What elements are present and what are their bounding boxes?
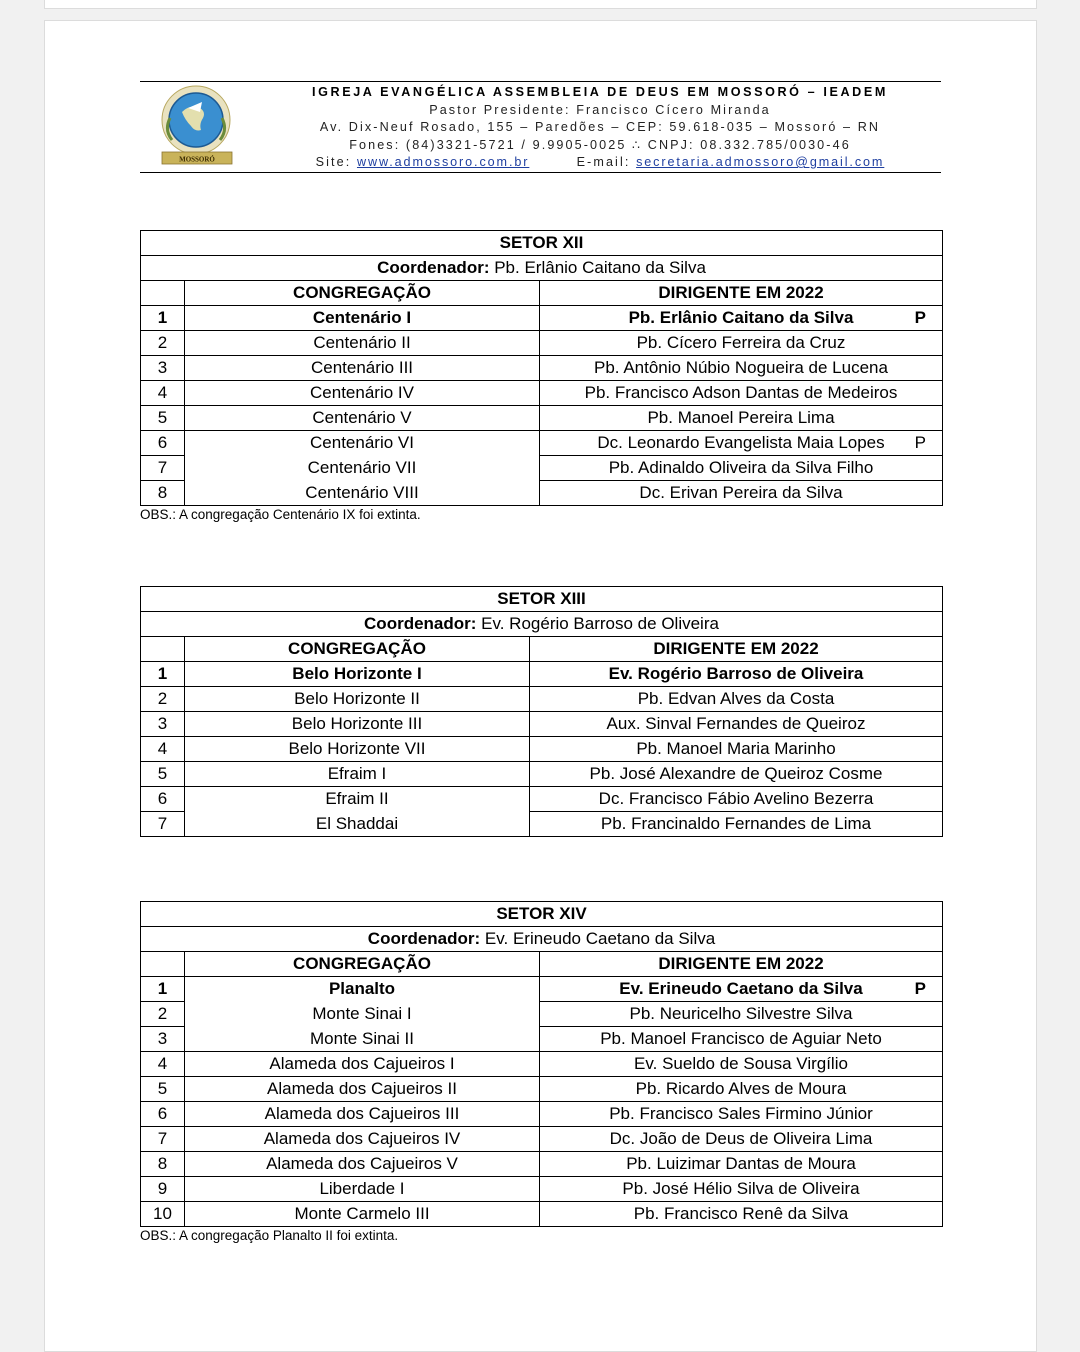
director-name: Ev. Rogério Barroso de Oliveira (608, 664, 864, 683)
header-congregation: CONGREGAÇÃO (185, 637, 530, 662)
congregation-cell: Centenário II (185, 331, 540, 356)
director-cell (530, 687, 943, 712)
table-row (141, 456, 943, 481)
row-number: 5 (141, 762, 185, 787)
document-page (44, 20, 1037, 1352)
director-cell (540, 381, 943, 406)
row-number: 7 (141, 812, 185, 837)
congregation-cell: Monte Sinai II (185, 1027, 540, 1052)
director-cell (530, 787, 943, 812)
sector-title: SETOR XIII (141, 587, 943, 612)
director-cell (530, 662, 943, 687)
director-cell (540, 406, 943, 431)
address-line: Av. Dix-Neuf Rosado, 155 – Paredões – CEP: 59.618-035 – Mossoró – RN (319, 120, 881, 134)
coordinator-label: Coordenador: (364, 614, 477, 633)
congregation-cell: Centenário VIII (185, 481, 540, 506)
row-number: 2 (141, 687, 185, 712)
director-cell (540, 431, 943, 456)
congregation-cell: Centenário VI (185, 431, 540, 456)
director-name: Pb. Neuricelho Silvestre Silva (629, 1004, 853, 1023)
table-row (141, 1077, 943, 1102)
director-name: Pb. Francisco Sales Firmino Júnior (609, 1104, 873, 1123)
email-link[interactable]: secretaria.admossoro@gmail.com (636, 155, 885, 169)
sector-title: SETOR XII (141, 231, 943, 256)
row-number: 10 (141, 1202, 185, 1227)
congregation-cell: Alameda dos Cajueiros IV (185, 1127, 540, 1152)
director-cell (540, 1002, 943, 1027)
director-name: Pb. Antônio Núbio Nogueira de Lucena (594, 358, 888, 377)
table-row (141, 712, 943, 737)
president-line: Pastor Presidente: Francisco Cícero Miranda (429, 102, 771, 117)
director-name: Pb. Francisco Renê da Silva (633, 1204, 849, 1223)
coordinator-label: Coordenador: (377, 258, 490, 277)
sector-table (140, 901, 943, 1227)
director-cell (540, 456, 943, 481)
site-link[interactable]: www.admossoro.com.br (356, 155, 530, 169)
table-row (141, 331, 943, 356)
previous-page-edge (44, 0, 1037, 9)
congregation-cell: Monte Sinai I (185, 1002, 540, 1027)
table-row (141, 1202, 943, 1227)
header-director: DIRIGENTE EM 2022 (540, 281, 943, 306)
congregation-cell: Liberdade I (185, 1177, 540, 1202)
director-cell (540, 1202, 943, 1227)
row-number: 6 (141, 431, 185, 456)
director-name: Pb. Adinaldo Oliveira da Silva Filho (608, 458, 874, 477)
director-name: Pb. Luizimar Dantas de Moura (626, 1154, 856, 1173)
row-number: 8 (141, 481, 185, 506)
church-logo-icon (148, 84, 248, 168)
table-row (141, 1152, 943, 1177)
director-cell (540, 306, 943, 331)
director-cell (540, 1077, 943, 1102)
congregation-cell: Centenário VII (185, 456, 540, 481)
director-name: Pb. Erlânio Caitano da Silva (628, 308, 854, 327)
letterhead (140, 81, 941, 173)
director-name: Pb. Francinaldo Fernandes de Lima (600, 814, 872, 833)
director-name: Dc. João de Deus de Oliveira Lima (609, 1129, 873, 1148)
congregation-cell: Efraim II (185, 787, 530, 812)
sector-coordinator (141, 612, 943, 637)
table-row (141, 481, 943, 506)
row-number: 3 (141, 1027, 185, 1052)
header-director: DIRIGENTE EM 2022 (540, 952, 943, 977)
phones-line: Fones: (84)3321-5721 / 9.9905-0025 ∴ CNPJ: 08.332.785/0030-46 (349, 137, 851, 152)
director-cell (540, 1177, 943, 1202)
table-row (141, 1052, 943, 1077)
director-name: Pb. Francisco Adson Dantas de Medeiros (584, 383, 898, 402)
director-name: Pb. Manoel Pereira Lima (647, 408, 835, 427)
row-number: 4 (141, 381, 185, 406)
table-row (141, 977, 943, 1002)
header-congregation: CONGREGAÇÃO (185, 281, 540, 306)
row-number: 7 (141, 1127, 185, 1152)
row-number: 9 (141, 1177, 185, 1202)
table-row (141, 356, 943, 381)
director-name: Pb. Cícero Ferreira da Cruz (636, 333, 846, 352)
table-row (141, 737, 943, 762)
header-number-cell (141, 637, 185, 662)
congregation-cell: Centenário V (185, 406, 540, 431)
row-number: 7 (141, 456, 185, 481)
director-cell (540, 356, 943, 381)
email-label: E-mail: (576, 155, 631, 169)
director-cell (530, 812, 943, 837)
congregation-cell: Efraim I (185, 762, 530, 787)
director-cell (540, 1127, 943, 1152)
row-number: 1 (141, 662, 185, 687)
coordinator-name: Ev. Erineudo Caetano da Silva (484, 929, 716, 948)
director-cell (540, 331, 943, 356)
header-director: DIRIGENTE EM 2022 (530, 637, 943, 662)
director-cell (540, 1152, 943, 1177)
table-row (141, 306, 943, 331)
sector-title: SETOR XIV (141, 902, 943, 927)
header-number-cell (141, 952, 185, 977)
director-cell (540, 1052, 943, 1077)
congregation-cell: Alameda dos Cajueiros III (185, 1102, 540, 1127)
sector-coordinator (141, 927, 943, 952)
table-row (141, 1102, 943, 1127)
director-cell (540, 1027, 943, 1052)
row-number: 1 (141, 306, 185, 331)
director-name: Pb. José Alexandre de Queiroz Cosme (589, 764, 883, 783)
site-label: Site: (315, 155, 352, 169)
director-name: Dc. Francisco Fábio Avelino Bezerra (598, 789, 874, 808)
sector-table (140, 586, 943, 837)
table-row (141, 687, 943, 712)
table-row (141, 812, 943, 837)
table-row (141, 1002, 943, 1027)
director-cell (540, 481, 943, 506)
congregation-cell: Planalto (185, 977, 540, 1002)
director-mark: P (914, 308, 926, 327)
row-number: 1 (141, 977, 185, 1002)
sector-coordinator (141, 256, 943, 281)
director-name: Ev. Sueldo de Sousa Virgílio (634, 1054, 848, 1073)
row-number: 3 (141, 356, 185, 381)
letterhead-text (270, 84, 930, 172)
svg-text:MOSSORÓ: MOSSORÓ (179, 155, 215, 164)
table-row (141, 787, 943, 812)
congregation-cell: Monte Carmelo III (185, 1202, 540, 1227)
congregation-cell: Belo Horizonte III (185, 712, 530, 737)
row-number: 8 (141, 1152, 185, 1177)
coordinator-label: Coordenador: (367, 929, 481, 948)
organization-name: IGREJA EVANGÉLICA ASSEMBLEIA DE DEUS EM MOSSORÓ – IEADEM (312, 85, 888, 99)
header-number-cell (141, 281, 185, 306)
congregation-cell: Belo Horizonte II (185, 687, 530, 712)
row-number: 3 (141, 712, 185, 737)
table-row (141, 1027, 943, 1052)
row-number: 4 (141, 1052, 185, 1077)
congregation-cell: Belo Horizonte I (185, 662, 530, 687)
director-mark: P (914, 979, 927, 998)
table-row (141, 381, 943, 406)
director-name: Aux. Sinval Fernandes de Queiroz (606, 714, 866, 733)
director-cell (540, 1102, 943, 1127)
director-name: Pb. Ricardo Alves de Moura (635, 1079, 847, 1098)
congregation-cell: Centenário I (185, 306, 540, 331)
table-row (141, 762, 943, 787)
row-number: 6 (141, 787, 185, 812)
row-number: 4 (141, 737, 185, 762)
coordinator-name: Pb. Erlânio Caitano da Silva (494, 258, 706, 277)
director-name: Ev. Erineudo Caetano da Silva (619, 979, 863, 998)
sector-note: OBS.: A congregação Planalto II foi extinta. (140, 1228, 399, 1243)
row-number: 5 (141, 406, 185, 431)
sector-table (140, 230, 943, 506)
table-row (141, 1177, 943, 1202)
director-cell (530, 762, 943, 787)
congregation-cell: Centenário III (185, 356, 540, 381)
congregation-cell: Alameda dos Cajueiros II (185, 1077, 540, 1102)
table-row (141, 1127, 943, 1152)
table-row (141, 662, 943, 687)
director-cell (530, 712, 943, 737)
row-number: 2 (141, 1002, 185, 1027)
row-number: 5 (141, 1077, 185, 1102)
table-row (141, 406, 943, 431)
director-cell (530, 737, 943, 762)
table-row (141, 431, 943, 456)
sector-note: OBS.: A congregação Centenário IX foi extinta. (140, 507, 421, 522)
congregation-cell: El Shaddai (185, 812, 530, 837)
director-name: Dc. Leonardo Evangelista Maia Lopes (597, 433, 885, 452)
congregation-cell: Belo Horizonte VII (185, 737, 530, 762)
row-number: 2 (141, 331, 185, 356)
congregation-cell: Alameda dos Cajueiros V (185, 1152, 540, 1177)
director-name: Pb. Manoel Francisco de Aguiar Neto (600, 1029, 882, 1048)
director-name: Pb. José Hélio Silva de Oliveira (622, 1179, 860, 1198)
coordinator-name: Ev. Rogério Barroso de Oliveira (481, 614, 719, 633)
director-cell (540, 977, 943, 1002)
congregation-cell: Centenário IV (185, 381, 540, 406)
director-name: Pb. Manoel Maria Marinho (636, 739, 836, 758)
congregation-cell: Alameda dos Cajueiros I (185, 1052, 540, 1077)
contact-line (270, 154, 930, 172)
row-number: 6 (141, 1102, 185, 1127)
header-congregation: CONGREGAÇÃO (185, 952, 540, 977)
director-mark: P (914, 433, 926, 452)
director-name: Pb. Edvan Alves da Costa (637, 689, 835, 708)
director-name: Dc. Erivan Pereira da Silva (639, 483, 843, 502)
